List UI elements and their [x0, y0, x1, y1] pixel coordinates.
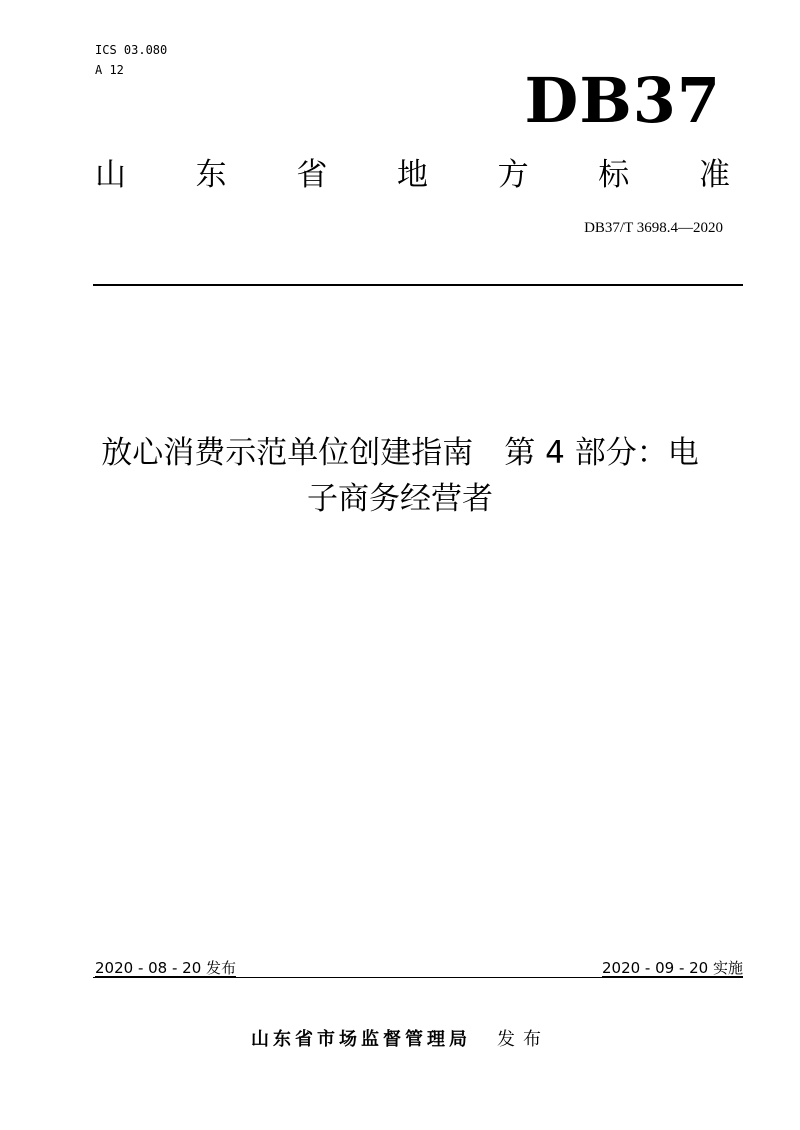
standard-type-char: 准 — [698, 157, 730, 193]
footer-divider — [93, 977, 743, 978]
issue-date: 2020 - 08 - 20 发布 — [95, 959, 237, 977]
standard-type-char: 方 — [497, 157, 529, 193]
issued-label: 发布 — [497, 1029, 549, 1050]
ccs-code: A 12 — [95, 63, 124, 77]
publisher-name: 山东省市场监督管理局 — [251, 1029, 471, 1050]
publisher-line — [0, 1028, 800, 1052]
date-row — [95, 958, 743, 978]
standard-type-char: 省 — [296, 157, 328, 193]
standard-type-char: 东 — [195, 157, 227, 193]
title-line-2: 子商务经营者 — [307, 481, 493, 517]
document-number: DB37/T 3698.4—2020 — [584, 220, 723, 236]
standard-type-char: 地 — [396, 157, 428, 193]
implementation-date: 2020 - 09 - 20 实施 — [601, 959, 743, 977]
document-title — [60, 430, 740, 522]
standard-type-char: 山 — [95, 157, 126, 193]
header-divider — [93, 284, 743, 286]
ics-code: ICS 03.080 — [95, 43, 168, 57]
standard-logo: DB37 — [524, 64, 721, 137]
standard-type-char: 标 — [598, 157, 630, 193]
title-line-1: 放心消费示范单位创建指南 第 4 部分：电 — [101, 435, 699, 471]
standard-type-heading — [95, 155, 730, 195]
